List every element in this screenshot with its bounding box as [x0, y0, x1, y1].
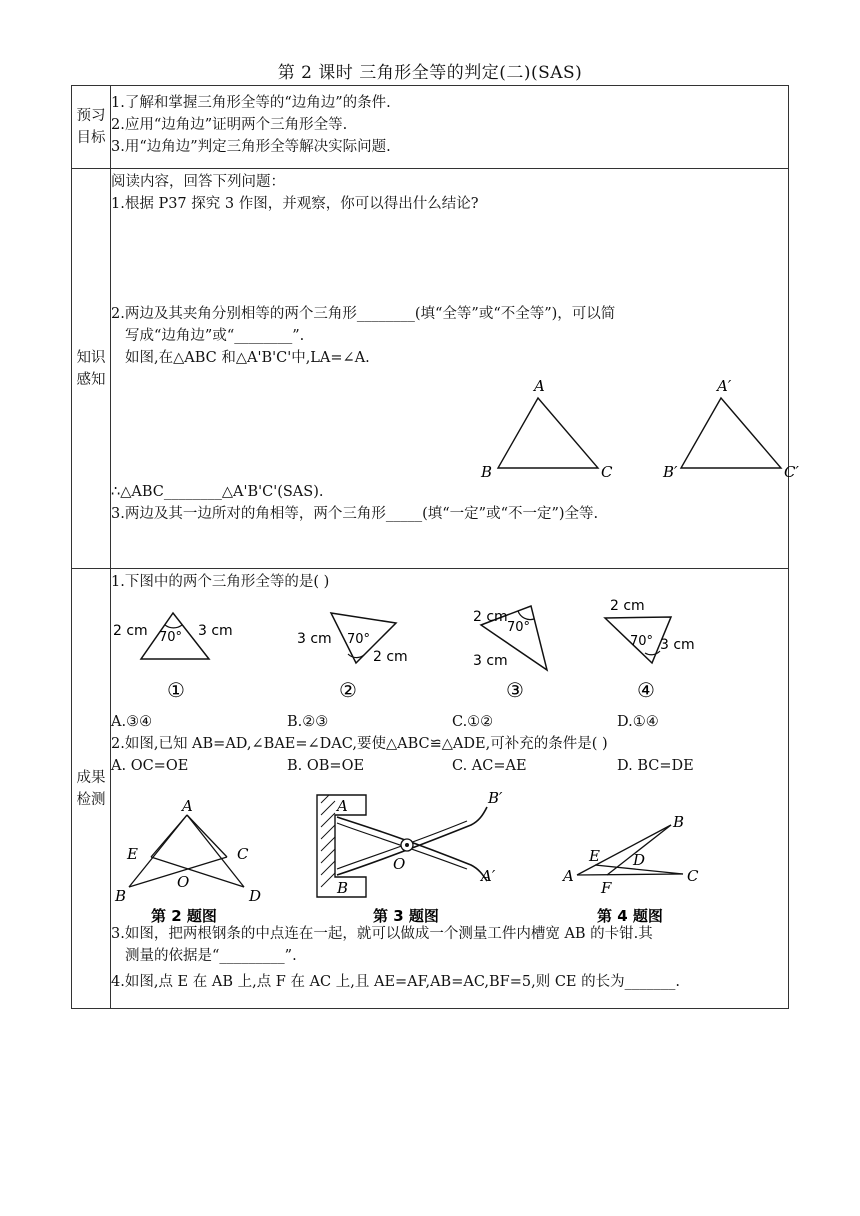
tri3-number: ③ — [506, 678, 524, 702]
fig4-caption: 第 4 题图 — [597, 907, 663, 925]
vertex-b: B — [481, 463, 493, 481]
tri2-side-right: 2 cm — [373, 649, 408, 665]
tri2-side-left: 3 cm — [297, 631, 332, 647]
tri3-side-top: 2 cm — [473, 609, 508, 625]
fig3-label-a-prime: A′ — [481, 867, 496, 885]
test-q1: 1.下图中的两个三角形全等的是( ) — [111, 574, 330, 590]
fig4-label-f: F — [601, 879, 612, 897]
test-q4: 4.如图,点 E 在 AB 上,点 F 在 AC 上,且 AE=AF,AB=AC,BF=5,则 CE 的长为_______. — [111, 974, 680, 990]
fig2-label-c: C — [237, 845, 249, 863]
knowledge-q2-line3: 如图,在△ABC 和△A'B'C'中,LA=∠A. — [125, 350, 370, 366]
section-preview-goals — [72, 86, 789, 169]
fig4-label-c: C — [687, 867, 699, 885]
knowledge-q2-line2: 写成“边角边”或“________”. — [125, 328, 305, 344]
goal-3: 3.用“边角边”判定三角形全等解决实际问题. — [111, 139, 391, 155]
fig2-label-b: B — [115, 887, 127, 905]
section-label-assessment: 成果检测 — [72, 569, 111, 1009]
q2-options — [111, 755, 788, 777]
fig4-label-d: D — [633, 851, 646, 869]
section-label-preview: 预习目标 — [72, 86, 111, 169]
fig3-label-b-prime: B′ — [488, 789, 503, 807]
tri2-angle: 70° — [347, 632, 371, 647]
figure-3 — [317, 789, 503, 925]
vertex-b-prime: B′ — [663, 463, 678, 481]
triangles-abc-figure — [111, 369, 799, 481]
q1-option-a[interactable]: A.③④ — [111, 714, 153, 730]
tri4-side-top: 2 cm — [610, 598, 645, 614]
vertex-a-prime: A′ — [717, 377, 732, 395]
fig2-label-e: E — [127, 845, 138, 863]
fig2-caption: 第 2 题图 — [151, 907, 217, 925]
knowledge-q1: 1.根据 P37 探究 3 作图，并观察，你可以得出什么结论? — [111, 196, 479, 212]
tri1-side-left: 2 cm — [113, 623, 148, 639]
section-knowledge — [72, 169, 789, 569]
figure-2 — [114, 797, 261, 925]
q2-option-c[interactable]: C. AC=AE — [452, 758, 527, 774]
page-title: 第 2 课时 三角形全等的判定(二)(SAS) — [277, 63, 583, 83]
knowledge-conclusion: ∴△ABC________△A'B'C'(SAS). — [111, 484, 324, 500]
tri4-number: ④ — [637, 678, 655, 702]
fig3-label-o: O — [393, 855, 406, 873]
q1-option-d[interactable]: D.①④ — [617, 714, 659, 730]
tri1-side-right: 3 cm — [198, 623, 233, 639]
q2-option-a[interactable]: A. OC=OE — [111, 758, 189, 774]
vertex-a: A — [534, 377, 545, 395]
figure-4 — [561, 813, 699, 925]
q2-option-d[interactable]: D. BC=DE — [617, 758, 694, 774]
tri3-angle: 70° — [507, 620, 531, 635]
q1-option-b[interactable]: B.②③ — [287, 714, 329, 730]
fig2-label-o: O — [177, 873, 190, 891]
q2-q3-q4-figures — [111, 777, 787, 923]
fig3-caption: 第 3 题图 — [373, 907, 439, 925]
answer-space — [111, 215, 788, 303]
worksheet-table — [71, 85, 799, 1009]
test-q2: 2.如图,已知 AB=AD,∠BAE=∠DAC,要使△ABC≌△ADE,可补充的条件是( ) — [111, 736, 608, 752]
vertex-c-prime: C′ — [784, 463, 799, 481]
q1-options — [111, 711, 788, 733]
goal-2: 2.应用“边角边”证明两个三角形全等. — [111, 117, 348, 133]
tri4-side-right: 3 cm — [660, 637, 695, 653]
q1-option-c[interactable]: C.①② — [452, 714, 494, 730]
tri4-angle: 70° — [630, 634, 654, 649]
tri1-number: ① — [167, 678, 185, 702]
fig3-label-b: B — [337, 879, 349, 897]
vertex-c: C — [601, 463, 613, 481]
knowledge-q2-line1: 2.两边及其夹角分别相等的两个三角形________(填“全等”或“不全等”)，可以简 — [111, 306, 616, 322]
tri2-number: ② — [339, 678, 357, 702]
fig4-label-b: B — [673, 813, 685, 831]
q2-option-b[interactable]: B. OB=OE — [287, 758, 365, 774]
knowledge-q3: 3.两边及其一边所对的角相等，两个三角形_____(填“一定”或“不一定”)全等. — [111, 506, 599, 522]
goal-1: 1.了解和掌握三角形全等的“边角边”的条件. — [111, 95, 391, 111]
section-assessment — [72, 569, 789, 1009]
fig2-label-a: A — [182, 797, 193, 815]
test-q3-line1: 3.如图，把两根钢条的中点连在一起，就可以做成一个测量工件内槽宽 AB 的卡钳.其 — [111, 926, 653, 942]
fig3-label-a: A — [337, 797, 348, 815]
test-q3-line2: 测量的依据是“_________”. — [125, 948, 297, 964]
fig4-label-a: A — [563, 867, 574, 885]
tri1-angle: 70° — [159, 630, 183, 645]
section-label-knowledge: 知识感知 — [72, 169, 111, 569]
q1-triangles-figure — [111, 593, 787, 711]
reading-intro: 阅读内容，回答下列问题： — [111, 174, 285, 190]
fig4-label-e: E — [589, 847, 600, 865]
fig2-label-d: D — [249, 887, 262, 905]
tri3-side-bottom: 3 cm — [473, 653, 508, 669]
